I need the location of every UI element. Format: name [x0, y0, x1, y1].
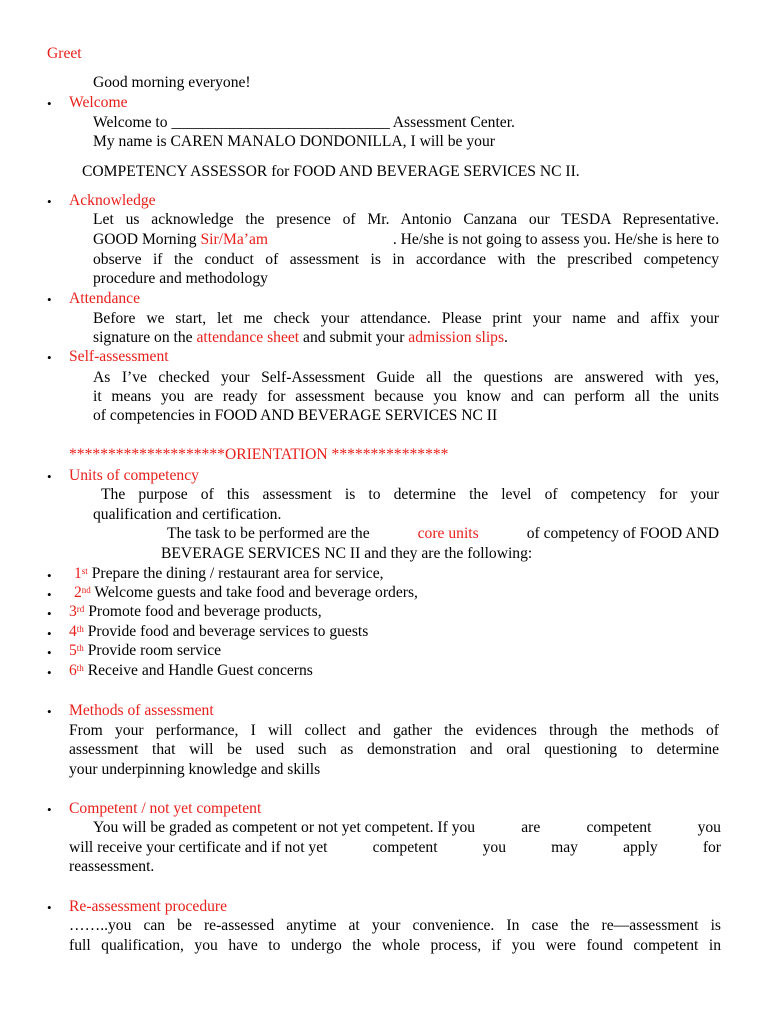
admission-slips-link: admission slips — [408, 329, 505, 346]
section-heading-welcome: Welcome — [69, 94, 128, 111]
attendance-line-1: Before we start, let me check your attendance. Please print your name and affix your — [93, 310, 719, 327]
bullet-icon: • — [47, 194, 52, 209]
bullet-icon: • — [47, 350, 52, 365]
acknowledge-line-3: observe if the conduct of assessment is in accordance with the prescribed competency — [93, 251, 719, 268]
list-item: 1st Prepare the dining / restaurant area for service, — [74, 565, 384, 582]
greet-text: Good morning everyone! — [93, 74, 251, 91]
units-line-4: BEVERAGE SERVICES NC II and they are the following: — [161, 545, 533, 562]
core-units-link: core units — [417, 525, 479, 542]
reassessment-line-2: full qualification, you have to undergo the whole process, if you were found competent in — [69, 937, 721, 954]
methods-line-3: your underpinning knowledge and skills — [69, 761, 321, 778]
section-heading-self-assessment: Self-assessment — [69, 348, 169, 365]
section-heading-reassessment: Re-assessment procedure — [69, 898, 228, 915]
bullet-icon: • — [47, 900, 52, 915]
self-assessment-line-3: of competencies in FOOD AND BEVERAGE SERVICES NC II — [93, 407, 498, 424]
section-heading-acknowledge: Acknowledge — [69, 192, 156, 209]
self-assessment-line-1: As I’ve checked your Self-Assessment Guide all the questions are answered with yes, — [93, 369, 719, 386]
welcome-line-1: Welcome to ____________________________ Assessment Center. — [93, 114, 515, 131]
acknowledge-line-4: procedure and methodology — [93, 270, 268, 287]
list-item: 2nd Welcome guests and take food and beverage orders, — [74, 584, 418, 601]
acknowledge-line-1: Let us acknowledge the presence of Mr. Antonio Canzana our TESDA Representative. — [93, 211, 719, 228]
reassessment-line-1: ……..you can be re-assessed anytime at your convenience. In case the re—assessment is — [69, 917, 721, 934]
bullet-icon: • — [47, 568, 52, 583]
list-item: 4th Provide food and beverage services to guests — [69, 623, 369, 640]
competent-line-3: reassessment. — [69, 858, 155, 875]
section-heading-attendance: Attendance — [69, 290, 141, 307]
bullet-icon: • — [47, 587, 52, 602]
list-item: 6th Receive and Handle Guest concerns — [69, 662, 313, 679]
bullet-icon: • — [47, 704, 52, 719]
competent-line-2: will receive your certificate and if not yet competent you may apply for — [69, 839, 721, 856]
attendance-sheet-link: attendance sheet — [196, 329, 300, 346]
orientation-banner: ********************ORIENTATION *************** — [69, 446, 449, 463]
bullet-icon: • — [47, 292, 52, 307]
bullet-icon: • — [47, 96, 52, 111]
self-assessment-line-2: it means you are ready for assessment because you know and can perform all the units — [93, 388, 719, 405]
units-line-3: The task to be performed are the core units of competency of FOOD AND — [167, 525, 719, 542]
section-heading-methods: Methods of assessment — [69, 702, 214, 719]
bullet-icon: • — [47, 606, 52, 621]
list-item: 3rd Promote food and beverage products, — [69, 603, 322, 620]
section-heading-units: Units of competency — [69, 467, 199, 484]
welcome-line-2: My name is CAREN MANALO DONDONILLA, I will be your — [93, 133, 495, 150]
acknowledge-line-2: GOOD Morning Sir/Ma’am . He/she is not going to assess you. He/she is here to — [93, 231, 719, 248]
bullet-icon: • — [47, 802, 52, 817]
attendance-line-2: signature on the attendance sheet and submit your admission slips. — [93, 329, 508, 346]
bullet-icon: • — [47, 645, 52, 660]
units-line-1: The purpose of this assessment is to determine the level of competency for your — [101, 486, 719, 503]
methods-line-1: From your performance, I will collect and gather the evidences through the methods of — [69, 722, 719, 739]
bullet-icon: • — [47, 469, 52, 484]
units-line-2: qualification and certification. — [93, 506, 282, 523]
bullet-icon: • — [47, 626, 52, 641]
section-heading-greet: Greet — [47, 45, 82, 62]
section-heading-competent: Competent / not yet competent — [69, 800, 262, 817]
list-item: 5th Provide room service — [69, 642, 222, 659]
bullet-icon: • — [47, 665, 52, 680]
welcome-line-3: COMPETENCY ASSESSOR for FOOD AND BEVERAGE SERVICES NC II. — [82, 163, 580, 180]
methods-line-2: assessment that will be used such as demonstration and oral questioning to determine — [69, 741, 719, 758]
competent-line-1: You will be graded as competent or not yet competent. If you are competent you — [93, 819, 721, 836]
